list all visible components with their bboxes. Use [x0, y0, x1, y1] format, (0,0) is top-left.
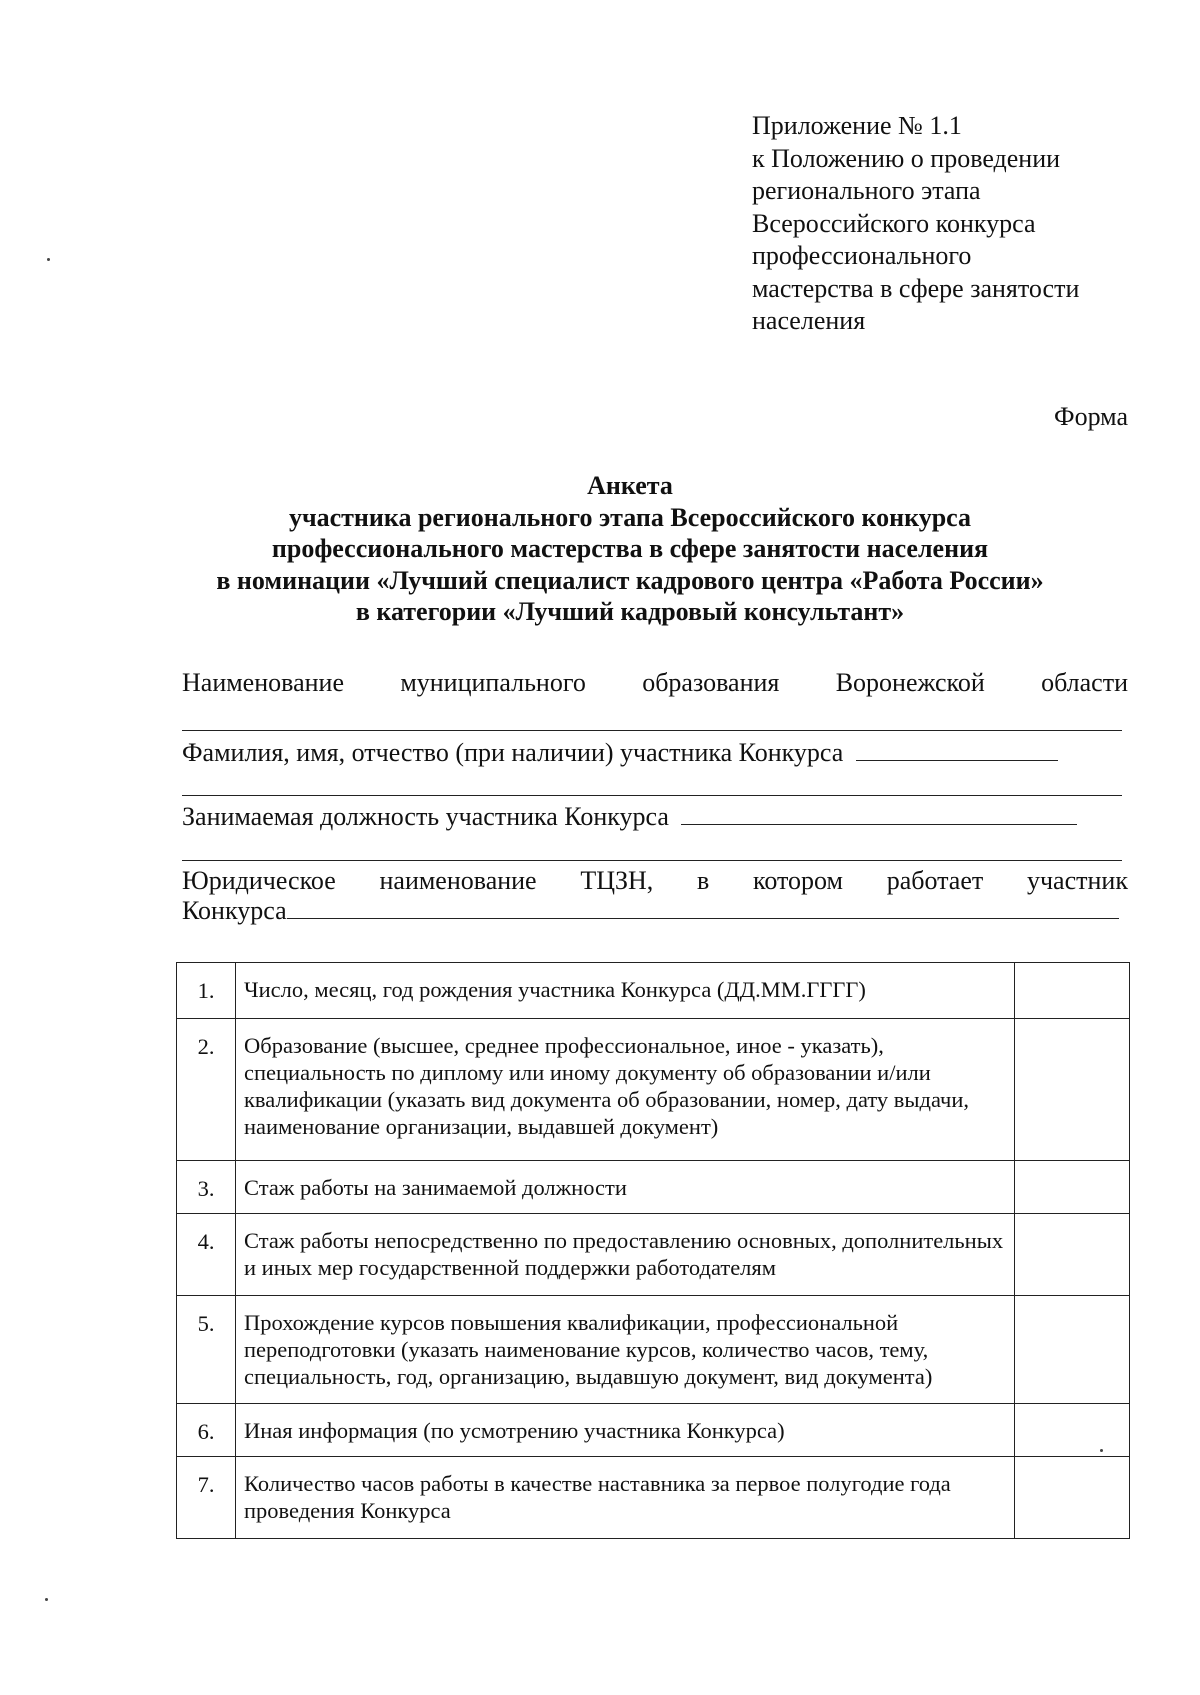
row-question: Количество часов работы в качестве наставника за первое полугодие года проведения Конкурса: [236, 1457, 1015, 1539]
label-word: образования: [642, 668, 780, 697]
label-word: Наименование: [182, 668, 344, 697]
appendix-line: регионального этапа: [752, 176, 981, 205]
label-word: муниципального: [400, 668, 586, 697]
label-word: котором: [753, 866, 843, 895]
row-number: 7.: [177, 1457, 236, 1539]
full-name-blank-continued[interactable]: [182, 795, 1122, 796]
label-word: участник: [1026, 866, 1128, 895]
row-question: Образование (высшее, среднее профессиональное, иное - указать), специальность по диплому или иному документу об образовании и/или квалификации (указать вид документа об образовании, номер, дату выдачи, наименование организации, выдавшей документ): [236, 1019, 1015, 1161]
appendix-line: населения: [752, 306, 866, 335]
scan-speck: [1100, 1449, 1103, 1452]
appendix-line: мастерства в сфере занятости: [752, 273, 1080, 303]
questionnaire-table: [176, 962, 1130, 1539]
full-name-field: [182, 738, 1128, 768]
label-word: Воронежской: [835, 668, 985, 697]
legal-name-blank[interactable]: [287, 918, 1119, 919]
position-blank[interactable]: [681, 824, 1077, 825]
municipality-label: [182, 668, 1128, 698]
heading-line: профессионального мастерства в сфере занятости населения: [271, 534, 989, 563]
answer-cell[interactable]: [1015, 1457, 1130, 1539]
answer-cell[interactable]: [1015, 963, 1130, 1019]
row-number: 5.: [177, 1296, 236, 1404]
label-word: области: [1041, 668, 1128, 697]
label-word: в: [697, 866, 710, 895]
municipality-blank[interactable]: [182, 730, 1122, 731]
row-question: Прохождение курсов повышения квалификации, профессиональной переподготовки (указать наименование курсов, количество часов, тему, специальность, год, организацию, выдавшую документ, вид документа): [236, 1296, 1015, 1404]
full-name-blank[interactable]: [856, 760, 1058, 761]
appendix-line: Приложение № 1.1: [752, 111, 962, 140]
scan-speck: [45, 1598, 48, 1601]
row-question: Стаж работы непосредственно по предоставлению основных, дополнительных и иных мер государственной поддержки работодателям: [236, 1214, 1015, 1296]
row-number: 1.: [177, 963, 236, 1019]
appendix-reference: [752, 110, 1172, 338]
row-question: Стаж работы на занимаемой должности: [236, 1161, 1015, 1214]
full-name-label: Фамилия, имя, отчество (при наличии) участника Конкурса: [182, 738, 844, 767]
legal-name-field: [182, 896, 1128, 926]
row-number: 2.: [177, 1019, 236, 1161]
heading-line: в номинации «Лучший специалист кадрового центра «Работа России»: [216, 565, 1044, 595]
label-word: наименование: [379, 866, 537, 895]
row-number: 4.: [177, 1214, 236, 1296]
table-row: [177, 1019, 1130, 1161]
heading-line: участника регионального этапа Всероссийского конкурса: [288, 502, 972, 532]
legal-name-label-cont: Конкурса: [182, 896, 287, 925]
appendix-line: профессионального: [752, 241, 972, 270]
row-question: Число, месяц, год рождения участника Конкурса (ДД.ММ.ГГГГ): [236, 963, 1015, 1019]
answer-cell[interactable]: [1015, 1296, 1130, 1404]
answer-cell[interactable]: [1015, 1404, 1130, 1457]
answer-cell[interactable]: [1015, 1161, 1130, 1214]
label-word: ТЦЗН,: [580, 866, 654, 895]
appendix-line: к Положению о проведении: [752, 143, 1061, 173]
heading-title: Анкета: [587, 471, 673, 500]
table-row: [177, 1404, 1130, 1457]
answer-cell[interactable]: [1015, 1019, 1130, 1161]
scan-speck: [47, 258, 50, 261]
position-blank-continued[interactable]: [182, 860, 1122, 861]
form-label: Форма: [1054, 402, 1128, 431]
table-row: [177, 1457, 1130, 1539]
table-row: [177, 1161, 1130, 1214]
legal-name-label: [182, 866, 1128, 896]
row-number: 6.: [177, 1404, 236, 1457]
position-field: [182, 802, 1128, 832]
table-row: [177, 1296, 1130, 1404]
answer-cell[interactable]: [1015, 1214, 1130, 1296]
row-number: 3.: [177, 1161, 236, 1214]
heading-line: в категории «Лучший кадровый консультант»: [355, 597, 905, 626]
table-row: [177, 963, 1130, 1019]
label-word: Юридическое: [182, 866, 336, 895]
appendix-line: Всероссийского конкурса: [752, 208, 1036, 238]
document-heading: [150, 470, 1110, 628]
row-question: Иная информация (по усмотрению участника Конкурса): [236, 1404, 1015, 1457]
position-label: Занимаемая должность участника Конкурса: [182, 802, 669, 831]
label-word: работает: [886, 866, 984, 895]
table-row: [177, 1214, 1130, 1296]
